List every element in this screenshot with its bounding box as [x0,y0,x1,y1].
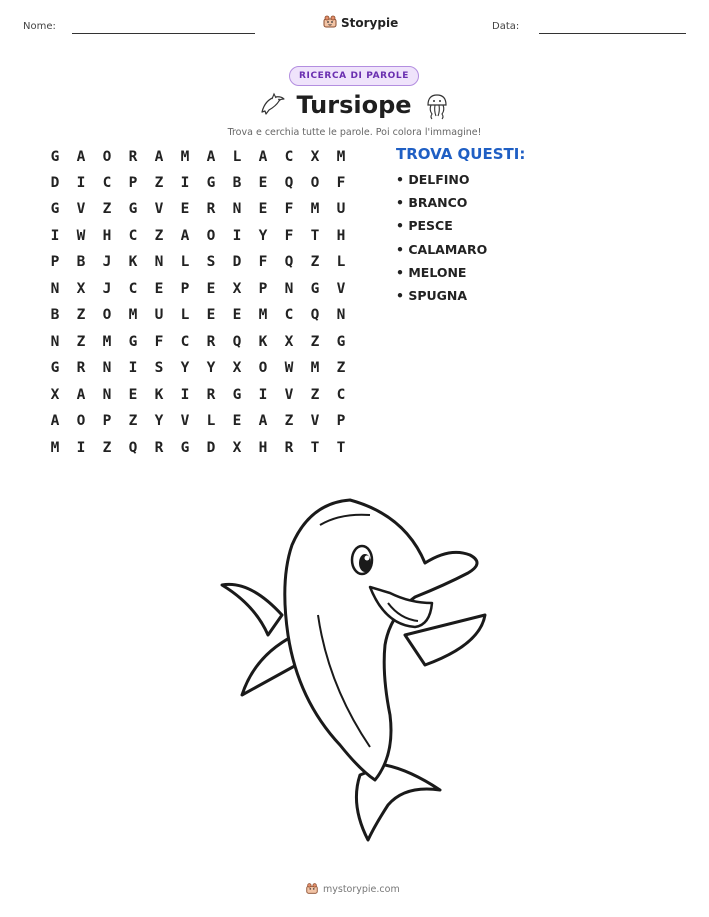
instructions: Trova e cerchia tutte le parole. Poi colora l'immagine! [227,127,482,138]
grid-letter[interactable]: H [258,440,268,456]
grid-letter[interactable]: C [180,334,190,350]
name-field-line[interactable] [72,33,255,34]
grid-letter[interactable]: S [154,360,164,376]
grid-letter[interactable]: E [154,281,164,297]
grid-letter[interactable]: O [310,175,320,191]
grid-letter[interactable]: P [336,413,346,429]
grid-letter[interactable]: E [232,413,242,429]
grid-letter[interactable]: O [76,413,86,429]
grid-letter[interactable]: V [154,201,164,217]
grid-letter[interactable]: V [310,413,320,429]
grid-letter[interactable]: R [284,440,294,456]
grid-letter[interactable]: F [154,334,164,350]
grid-letter[interactable]: G [128,201,138,217]
grid-letter[interactable]: I [180,387,190,403]
grid-letter[interactable]: T [310,440,320,456]
word-item: • SPUGNA [396,288,468,303]
brand [322,13,398,33]
grid-letter[interactable]: P [102,413,112,429]
grid-letter[interactable]: L [336,254,346,270]
grid-letter[interactable]: G [50,360,60,376]
grid-letter[interactable]: G [128,334,138,350]
grid-letter[interactable]: U [154,307,164,323]
grid-letter[interactable]: Z [310,387,320,403]
grid-letter[interactable]: P [258,281,268,297]
grid-letter[interactable]: G [310,281,320,297]
grid-letter[interactable]: B [232,175,242,191]
grid-letter[interactable]: X [310,149,320,165]
grid-letter[interactable]: V [336,281,346,297]
storypie-logo-icon [305,880,319,899]
grid-letter[interactable]: N [102,360,112,376]
grid-letter[interactable]: B [50,307,60,323]
grid-letter[interactable]: Q [310,307,320,323]
grid-letter[interactable]: N [232,201,242,217]
dolphin-coloring-image[interactable] [200,485,500,859]
grid-letter[interactable]: Z [154,228,164,244]
grid-letter[interactable]: I [258,387,268,403]
grid-letter[interactable]: V [76,201,86,217]
grid-letter[interactable]: A [258,413,268,429]
grid-letter[interactable]: Z [310,254,320,270]
grid-letter[interactable]: H [336,228,346,244]
word-item: • DELFINO [396,172,470,187]
grid-letter[interactable]: N [102,387,112,403]
grid-letter[interactable]: A [258,149,268,165]
jellyfish-icon [423,92,451,124]
grid-letter[interactable]: L [180,307,190,323]
grid-letter[interactable]: G [206,175,216,191]
grid-letter[interactable]: Y [206,360,216,376]
grid-letter[interactable]: E [128,387,138,403]
grid-letter[interactable]: P [180,281,190,297]
grid-letter[interactable]: M [128,307,138,323]
grid-letter[interactable]: R [206,387,216,403]
grid-letter[interactable]: K [258,334,268,350]
grid-letter[interactable]: C [102,175,112,191]
grid-letter[interactable]: A [206,149,216,165]
grid-letter[interactable]: G [50,201,60,217]
grid-letter[interactable]: O [102,149,112,165]
date-field-line[interactable] [539,33,686,34]
grid-letter[interactable]: J [102,281,112,297]
grid-letter[interactable]: T [336,440,346,456]
grid-letter[interactable]: G [180,440,190,456]
word-item: • BRANCO [396,195,468,210]
grid-letter[interactable]: X [76,281,86,297]
grid-letter[interactable]: Q [284,254,294,270]
grid-letter[interactable]: U [336,201,346,217]
grid-letter[interactable]: E [206,281,216,297]
grid-letter[interactable]: G [336,334,346,350]
grid-letter[interactable]: Y [180,360,190,376]
grid-letter[interactable]: Z [102,201,112,217]
grid-letter[interactable]: Z [102,440,112,456]
grid-letter[interactable]: Z [336,360,346,376]
footer [305,880,400,899]
grid-letter[interactable]: G [50,149,60,165]
grid-letter[interactable]: I [76,175,86,191]
word-item: • PESCE [396,218,453,233]
grid-letter[interactable]: C [128,281,138,297]
grid-letter[interactable]: R [154,440,164,456]
grid-letter[interactable]: F [258,254,268,270]
grid-letter[interactable]: I [76,440,86,456]
grid-letter[interactable]: E [232,307,242,323]
grid-letter[interactable]: N [336,307,346,323]
grid-letter[interactable]: W [76,228,86,244]
grid-letter[interactable]: Z [154,175,164,191]
grid-letter[interactable]: L [206,413,216,429]
grid-letter[interactable]: A [50,413,60,429]
grid-letter[interactable]: Y [258,228,268,244]
grid-letter[interactable]: G [232,387,242,403]
grid-letter[interactable]: N [154,254,164,270]
grid-letter[interactable]: R [76,360,86,376]
grid-letter[interactable]: O [258,360,268,376]
grid-letter[interactable]: P [50,254,60,270]
grid-letter[interactable]: A [154,149,164,165]
grid-letter[interactable]: F [284,201,294,217]
grid-letter[interactable]: D [232,254,242,270]
page-title: Tursiope [296,91,412,119]
word-list-heading: TROVA QUESTI: [396,145,526,163]
grid-letter[interactable]: Z [128,413,138,429]
footer-site-link[interactable]: mystorypie.com [323,884,400,895]
grid-letter[interactable]: N [50,334,60,350]
grid-letter[interactable]: S [206,254,216,270]
grid-letter[interactable]: V [284,387,294,403]
grid-letter[interactable]: E [258,175,268,191]
grid-letter[interactable]: M [258,307,268,323]
grid-letter[interactable]: M [50,440,60,456]
grid-letter[interactable]: E [180,201,190,217]
grid-letter[interactable]: I [128,360,138,376]
grid-letter[interactable]: L [180,254,190,270]
grid-letter[interactable]: C [284,149,294,165]
grid-letter[interactable]: M [102,334,112,350]
grid-letter[interactable]: X [50,387,60,403]
grid-letter[interactable]: O [102,307,112,323]
grid-letter[interactable]: C [284,307,294,323]
word-item: • MELONE [396,265,467,280]
grid-letter[interactable]: N [50,281,60,297]
grid-letter[interactable]: I [232,228,242,244]
activity-badge: RICERCA DI PAROLE [289,66,419,86]
grid-letter[interactable]: K [154,387,164,403]
grid-letter[interactable]: Z [76,334,86,350]
grid-letter[interactable]: L [232,149,242,165]
date-label: Data: [492,21,520,32]
grid-letter[interactable]: T [310,228,320,244]
grid-letter[interactable]: F [284,228,294,244]
grid-letter[interactable]: J [102,254,112,270]
grid-letter[interactable]: P [128,175,138,191]
grid-letter[interactable]: Q [128,440,138,456]
grid-letter[interactable]: V [180,413,190,429]
grid-letter[interactable]: H [102,228,112,244]
grid-letter[interactable]: C [128,228,138,244]
grid-letter[interactable]: M [180,149,190,165]
grid-letter[interactable]: Y [154,413,164,429]
name-label: Nome: [23,21,56,32]
grid-letter[interactable]: N [284,281,294,297]
grid-letter[interactable]: B [76,254,86,270]
grid-letter[interactable]: A [180,228,190,244]
grid-letter[interactable]: I [180,175,190,191]
grid-letter[interactable]: X [232,440,242,456]
grid-letter[interactable]: X [232,281,242,297]
grid-letter[interactable]: K [128,254,138,270]
grid-letter[interactable]: Z [284,413,294,429]
grid-letter[interactable]: O [206,228,216,244]
grid-letter[interactable]: R [206,201,216,217]
grid-letter[interactable]: M [310,360,320,376]
grid-letter[interactable]: Z [310,334,320,350]
grid-letter[interactable]: D [50,175,60,191]
grid-letter[interactable]: M [310,201,320,217]
grid-letter[interactable]: X [232,360,242,376]
grid-letter[interactable]: R [206,334,216,350]
grid-letter[interactable]: R [128,149,138,165]
grid-letter[interactable]: D [206,440,216,456]
grid-letter[interactable]: M [336,149,346,165]
grid-letter[interactable]: F [336,175,346,191]
grid-letter[interactable]: A [76,149,86,165]
grid-letter[interactable]: E [206,307,216,323]
storypie-logo-icon [322,13,338,33]
grid-letter[interactable]: X [284,334,294,350]
grid-letter[interactable]: Q [284,175,294,191]
grid-letter[interactable]: W [284,360,294,376]
grid-letter[interactable]: A [76,387,86,403]
grid-letter[interactable]: Q [232,334,242,350]
grid-letter[interactable]: Z [76,307,86,323]
grid-letter[interactable]: C [336,387,346,403]
grid-letter[interactable]: I [50,228,60,244]
word-item: • CALAMARO [396,242,488,257]
brand-name: Storypie [341,16,399,30]
grid-letter[interactable]: E [258,201,268,217]
